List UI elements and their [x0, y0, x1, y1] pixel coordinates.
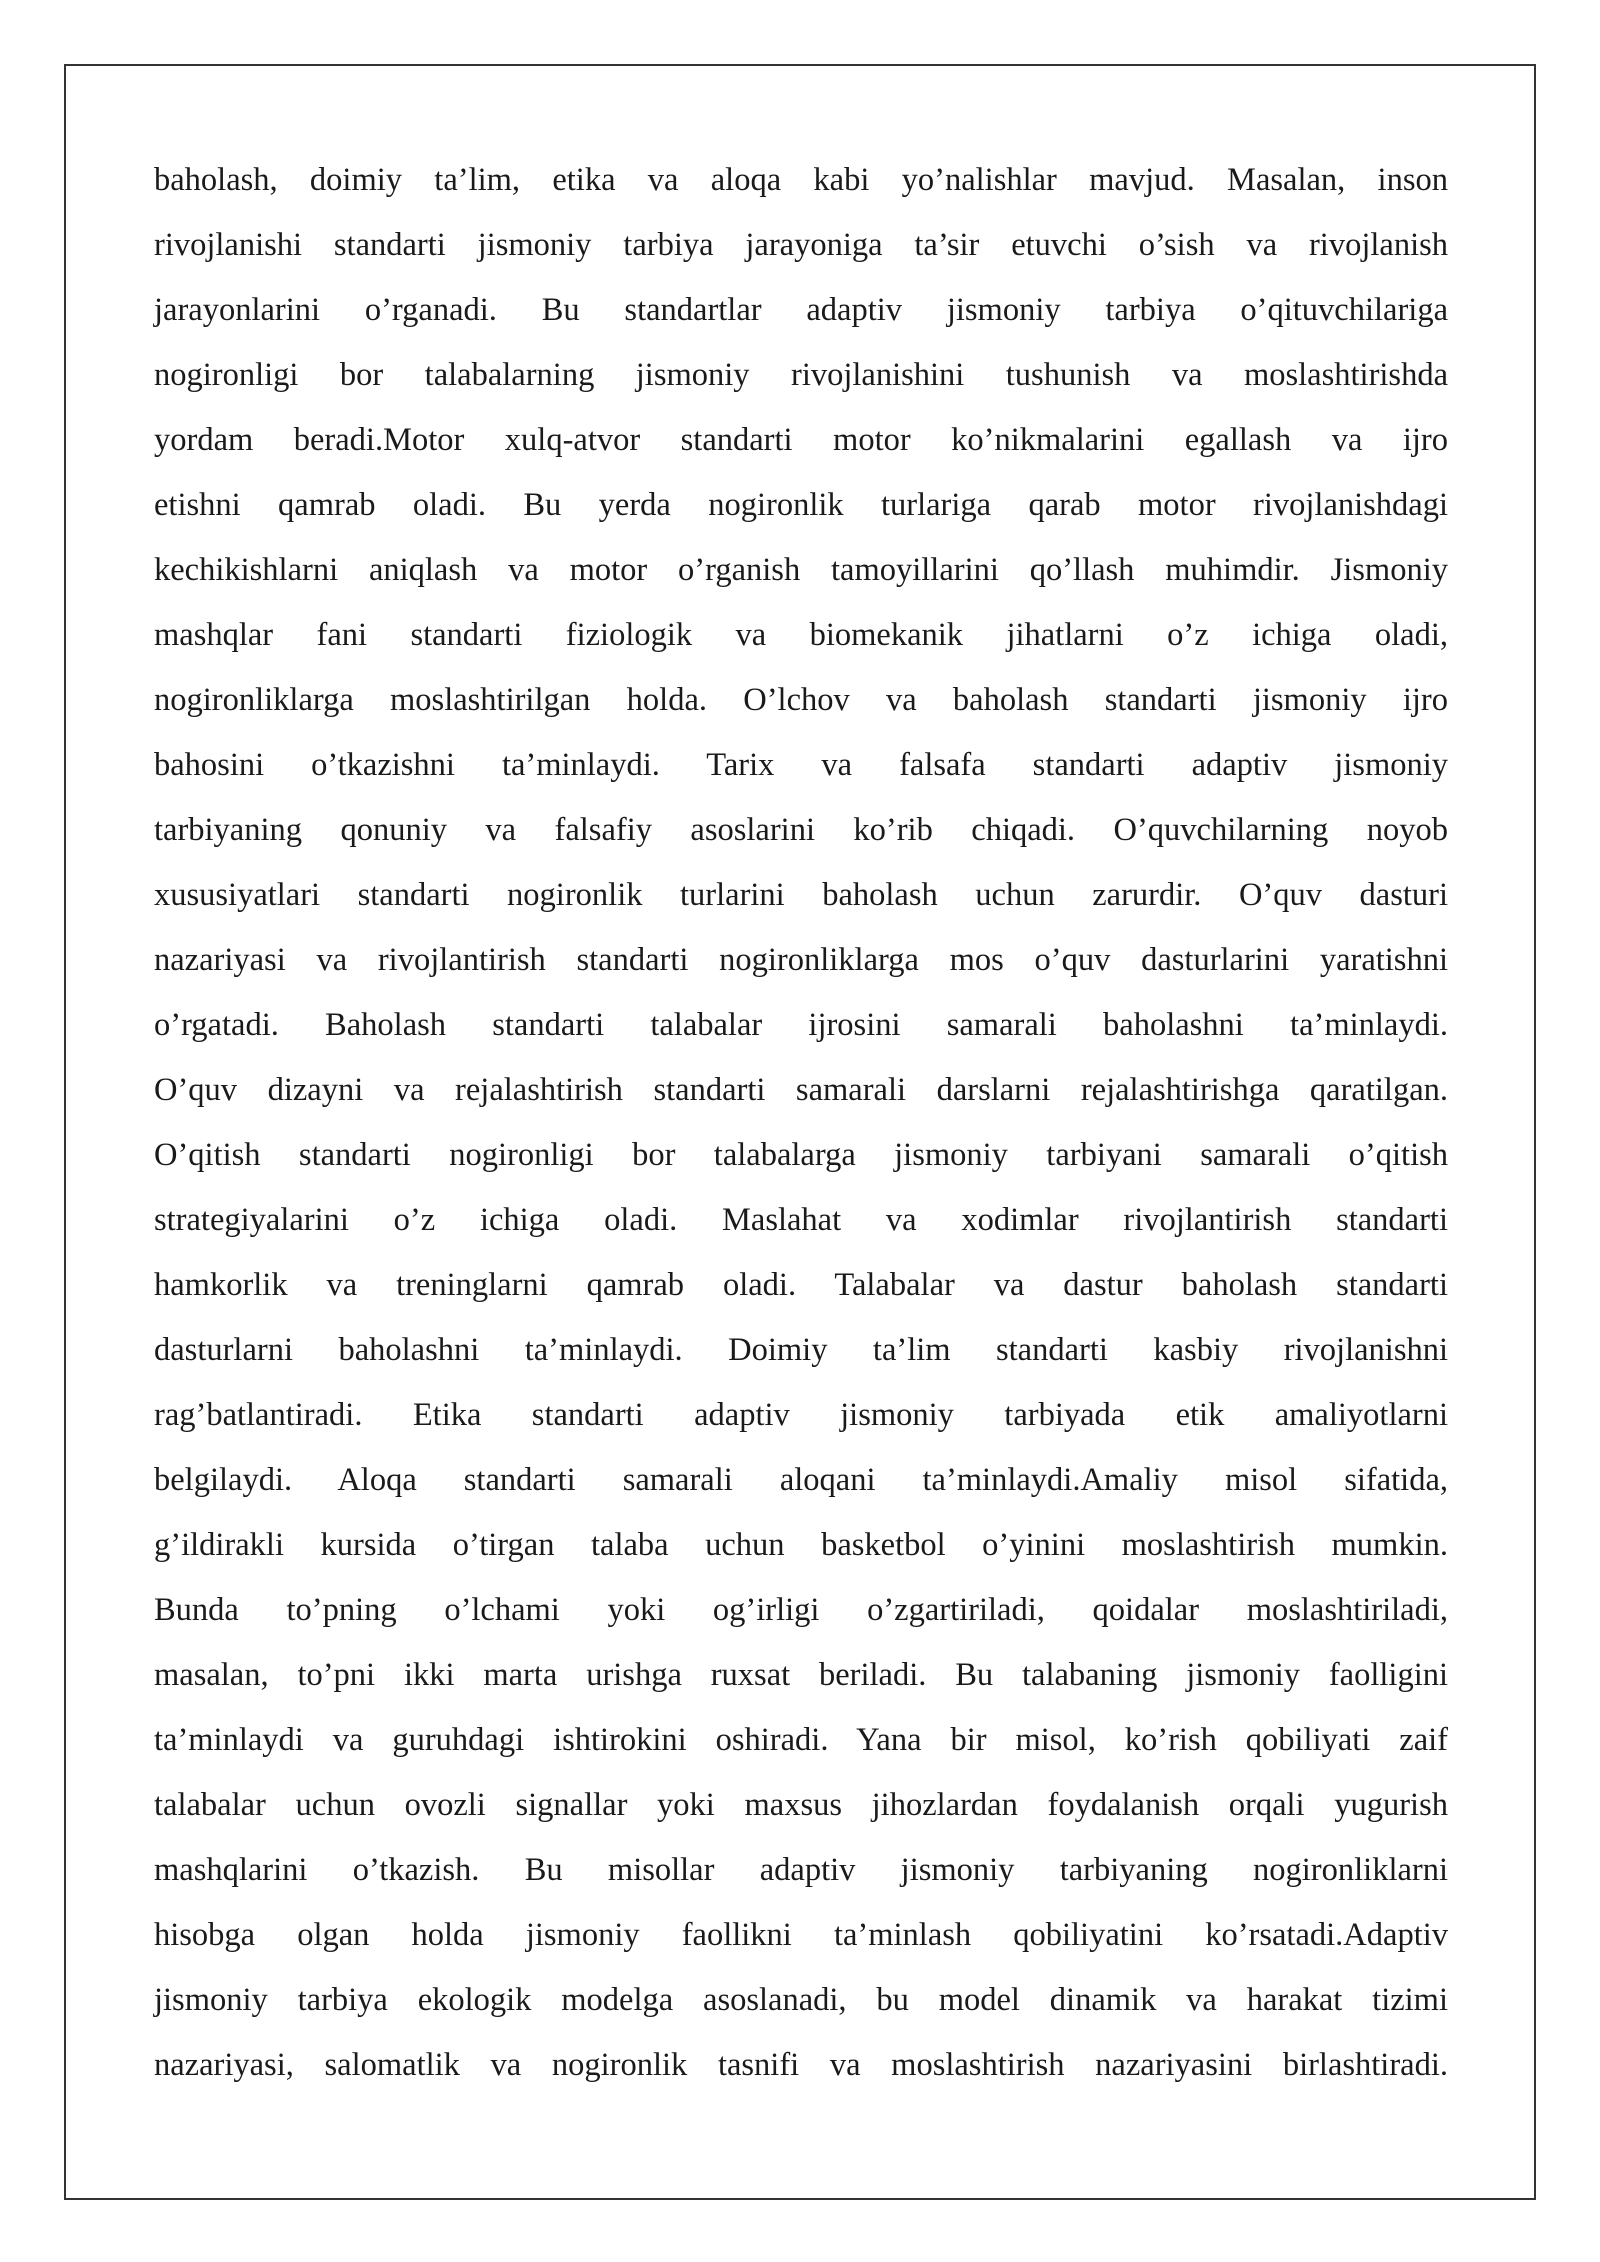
text-line: mashqlar fani standarti fiziologik va biomekanik jihatlarni o’z ichiga oladi,	[154, 617, 1448, 653]
text-line: xususiyatlari standarti nogironlik turlarini baholash uchun zarurdir. O’quv dasturi	[154, 877, 1448, 913]
text-line: dasturlarni baholashni ta’minlaydi. Doimiy ta’lim standarti kasbiy rivojlanishni	[154, 1332, 1448, 1368]
text-line: strategiyalarini o’z ichiga oladi. Maslahat va xodimlar rivojlantirish standarti	[154, 1202, 1448, 1238]
text-line: nazariyasi, salomatlik va nogironlik tasnifi va moslashtirish nazariyasini birlashtiradi.	[154, 2047, 1448, 2083]
text-line: o’rgatadi. Baholash standarti talabalar ijrosini samarali baholashni ta’minlaydi.	[154, 1007, 1448, 1043]
text-line: hisobga olgan holda jismoniy faollikni ta’minlash qobiliyatini ko’rsatadi.Adaptiv	[154, 1917, 1448, 1953]
text-line: nogironliklarga moslashtirilgan holda. O’lchov va baholash standarti jismoniy ijro	[154, 682, 1448, 718]
text-line: ta’minlaydi va guruhdagi ishtirokini oshiradi. Yana bir misol, ko’rish qobiliyati zaif	[154, 1722, 1448, 1758]
text-line: tarbiyaning qonuniy va falsafiy asoslarini ko’rib chiqadi. O’quvchilarning noyob	[154, 812, 1448, 848]
text-line: etishni qamrab oladi. Bu yerda nogironlik turlariga qarab motor rivojlanishdagi	[154, 487, 1448, 523]
text-line: jismoniy tarbiya ekologik modelga asoslanadi, bu model dinamik va harakat tizimi	[154, 1982, 1448, 2018]
text-line: jarayonlarini o’rganadi. Bu standartlar adaptiv jismoniy tarbiya o’qituvchilariga	[154, 292, 1448, 328]
text-line: kechikishlarni aniqlash va motor o’rganish tamoyillarini qo’llash muhimdir. Jismoniy	[154, 552, 1448, 588]
text-line: O’qitish standarti nogironligi bor talabalarga jismoniy tarbiyani samarali o’qitish	[154, 1137, 1448, 1173]
body-text	[154, 148, 1448, 2098]
text-line: yordam beradi.Motor xulq-atvor standarti motor ko’nikmalarini egallash va ijro	[154, 422, 1448, 458]
text-line: mashqlarini o’tkazish. Bu misollar adaptiv jismoniy tarbiyaning nogironliklarni	[154, 1852, 1448, 1888]
text-line: talabalar uchun ovozli signallar yoki maxsus jihozlardan foydalanish orqali yugurish	[154, 1787, 1448, 1823]
text-line: baholash, doimiy ta’lim, etika va aloqa kabi yo’nalishlar mavjud. Masalan, inson	[154, 162, 1448, 198]
text-line: hamkorlik va treninglarni qamrab oladi. Talabalar va dastur baholash standarti	[154, 1267, 1448, 1303]
text-line: nogironligi bor talabalarning jismoniy rivojlanishini tushunish va moslashtirishda	[154, 357, 1448, 393]
text-line: rivojlanishi standarti jismoniy tarbiya jarayoniga ta’sir etuvchi o’sish va rivojlanish	[154, 227, 1448, 263]
text-line: belgilaydi. Aloqa standarti samarali aloqani ta’minlaydi.Amaliy misol sifatida,	[154, 1462, 1448, 1498]
text-line: masalan, to’pni ikki marta urishga ruxsat beriladi. Bu talabaning jismoniy faolligini	[154, 1657, 1448, 1693]
text-line: rag’batlantiradi. Etika standarti adaptiv jismoniy tarbiyada etik amaliyotlarni	[154, 1397, 1448, 1433]
text-line: Bunda to’pning o’lchami yoki og’irligi o’zgartiriladi, qoidalar moslashtiriladi,	[154, 1592, 1448, 1628]
text-line: nazariyasi va rivojlantirish standarti nogironliklarga mos o’quv dasturlarini yaratishni	[154, 942, 1448, 978]
text-line: O’quv dizayni va rejalashtirish standarti samarali darslarni rejalashtirishga qaratilgan.	[154, 1072, 1448, 1108]
text-line: bahosini o’tkazishni ta’minlaydi. Tarix va falsafa standarti adaptiv jismoniy	[154, 747, 1448, 783]
text-line: g’ildirakli kursida o’tirgan talaba uchun basketbol o’yinini moslashtirish mumkin.	[154, 1527, 1448, 1563]
